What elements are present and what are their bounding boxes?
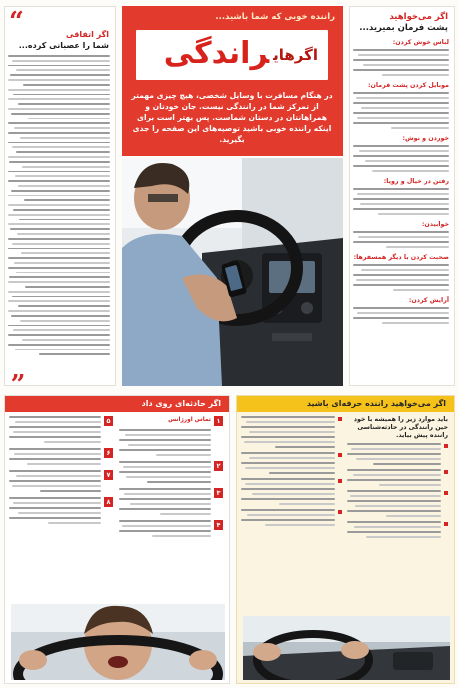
angry-driver-photo — [11, 604, 225, 680]
pro-driver-bullet — [241, 509, 342, 526]
right-item — [353, 135, 449, 172]
right-item-title: خوردن و نوش: — [402, 135, 449, 142]
right-heading-red: اگر می‌خواهید — [389, 12, 448, 22]
bullet-square-icon — [338, 417, 342, 421]
accident-item — [9, 470, 113, 492]
accident-column-1 — [119, 416, 223, 600]
right-item-title: رفتن در خیال و رویا: — [383, 178, 449, 185]
pro-driver-column-1 — [347, 416, 448, 612]
right-item-title: صحبت کردن با دیگر همسفرها: — [353, 254, 449, 261]
item-number: ۱ — [214, 416, 223, 426]
pro-driver-banner: اگر می‌خواهید راننده حرفه‌ای باشید — [237, 396, 454, 412]
pro-driver-section — [236, 395, 455, 684]
accident-item — [119, 461, 223, 483]
pro-driver-bullet — [347, 469, 448, 486]
right-body — [353, 39, 449, 381]
hero-title-main: راندگی — [163, 36, 270, 71]
pro-driver-bullet — [347, 490, 448, 517]
driving-hands-photo — [243, 616, 450, 680]
right-item — [353, 178, 449, 215]
hero-header — [122, 6, 343, 156]
bullet-square-icon — [444, 444, 448, 448]
accident-item — [9, 416, 113, 443]
right-column — [349, 6, 455, 386]
right-heading — [354, 12, 448, 34]
item-number: ۸ — [104, 497, 113, 507]
right-item — [353, 254, 449, 291]
bullet-square-icon — [444, 522, 448, 526]
hero-title-box — [136, 30, 328, 80]
accident-section — [4, 395, 230, 684]
left-column — [4, 6, 116, 386]
item-number: ۷ — [104, 470, 113, 480]
item-number: ۵ — [104, 416, 113, 426]
bullet-square-icon — [444, 470, 448, 474]
right-item-title: موبایل کردن پشت فرمان: — [368, 82, 449, 89]
accident-item — [119, 488, 223, 515]
item-number: ۳ — [214, 488, 223, 498]
item-number: ۲ — [214, 461, 223, 471]
bullet-square-icon — [338, 510, 342, 514]
right-item — [353, 39, 449, 76]
pro-driver-bullet — [241, 452, 342, 474]
left-heading-black: شما را عصبانی کرده... — [18, 41, 109, 50]
pro-driver-bullet — [347, 443, 448, 465]
right-item — [353, 297, 449, 324]
right-item-title: لباس خوش کردن: — [392, 39, 449, 46]
left-heading — [9, 29, 109, 51]
pro-driver-bullet — [241, 416, 342, 448]
accident-item — [9, 497, 113, 524]
angry-driver-illustration — [11, 604, 225, 680]
right-item — [353, 82, 449, 129]
accident-item — [9, 448, 113, 465]
hero-title-prefix: اگرهای — [273, 45, 318, 64]
hero-title — [164, 36, 318, 73]
item-number: ۶ — [104, 448, 113, 458]
item-number: ۴ — [214, 520, 223, 530]
pro-driver-column-2 — [241, 416, 342, 612]
accident-column-2 — [9, 416, 113, 600]
accident-item — [119, 416, 223, 456]
quote-open-icon: “ — [9, 7, 24, 37]
pro-driver-heading: باید موارد زیر را همیشه با خود حین رانندگی در حادثه‌شناسی راننده پیش بیاید. — [353, 416, 448, 439]
bullet-square-icon — [444, 491, 448, 495]
accident-banner: اگر حادثه‌ای روی داد — [5, 396, 229, 412]
accident-item — [119, 520, 223, 537]
left-body-text — [8, 55, 110, 355]
hero-kicker: راننده خوبی که شما باشید... — [215, 12, 335, 22]
bullet-square-icon — [338, 479, 342, 483]
driving-hands-illustration — [243, 616, 450, 680]
left-heading-red: اگر اتفاقی — [66, 30, 109, 39]
bullet-square-icon — [338, 453, 342, 457]
driver-phone-photo — [122, 158, 343, 386]
driver-phone-illustration — [122, 158, 343, 386]
pro-driver-bullet — [241, 478, 342, 505]
item-title: تماس اورژانس — [168, 417, 211, 423]
pro-driver-bullet — [347, 521, 448, 538]
right-heading-black: پشت فرمان بمیرید... — [359, 23, 448, 33]
hero-description: در هنگام مسافرت با وسایل شخصی، هیچ چیزی مهمتر از تمرکز شما در رانندگی نیست. جان خودتان و همراهانتان در دستان شماست. پس بهتر است برای اینکه راننده خوبی باشید توصیه‌های این صفحه را جدی بگیرید. — [131, 91, 333, 144]
right-item-title: خوابیدن: — [421, 221, 449, 228]
right-item-title: آرایش کردن: — [408, 297, 449, 304]
quote-close-icon: „ — [11, 355, 26, 385]
right-item — [353, 221, 449, 248]
